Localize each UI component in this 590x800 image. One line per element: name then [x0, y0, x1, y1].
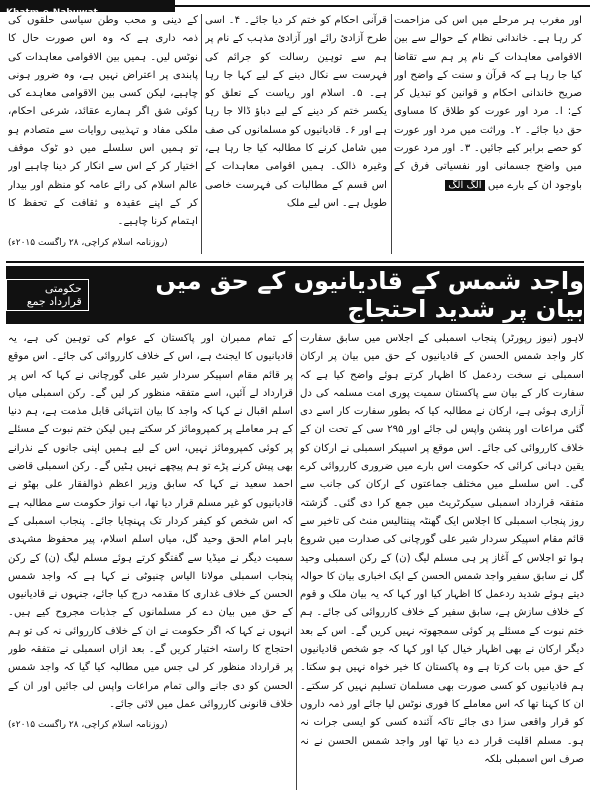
- article-column-3: [8, 12, 198, 257]
- masthead-label: Khatm-e-Nabuwat: [6, 8, 98, 18]
- column-1-text: اور مغرب ہر مرحلے میں اس کی مزاحمت کر رہا ہے۔ خاندانی نظام کے حوالے سے بین الاقوامی معاہدات کے نام پر ہم سے تقاضا کیا جا رہا ہے کہ قرآن و سنت کے واضح اور صریح خاندانی احکام و قوانین کو تبدیل کر کے: ا۔ مرد اور عورت کو طلاق کا مساوی حق دیا جائے۔ ۲۔ وراثت میں مرد اور عورت کو حصے برابر کیے جائیں۔ ۳۔ اور مرد عورت میں واضح جسمانی اور نفسیاتی فرق کے باوجود ان کے بارے میں: [394, 15, 582, 191]
- headline-tag: حکومتی قرارداد جمع: [6, 279, 89, 311]
- news-headline: [6, 266, 584, 324]
- column-3-text: کے دینی و محب وطن سیاسی حلقوں کی ذمہ داری ہے کہ وہ اس صورت حال کا نوٹس لیں۔ ہمیں بین الاقوامی معاہدات کی پابندی پر اعتراض نہیں ہے، وہ ضرور ہونی چاہیے، لیکن کسی بین الاقوامی معاہدے کی کوئی شق اگر ہمارے عقائد، شرعی احکام، ملکی مفاد و تہذیبی روایات سے متصادم ہو تو ہمیں اس سلسلے میں دو ٹوک موقف اختیار کر کے اس سے انکار کر دینا چاہیے اور عالم اسلام کی رائے عامہ کو منظم اور بیدار کر کے اپنے عقیدہ و ثقافت کے تحفظ کا اہتمام کرنا چاہیے۔: [8, 15, 198, 228]
- highlighted-phrase: الگ الگ: [445, 180, 484, 191]
- masthead-bar: [0, 0, 175, 18]
- headline-rule: [6, 261, 584, 263]
- source-credit: (روزنامہ اسلام کراچی، ۲۸ راگست ۲۰۱۵ء): [8, 720, 168, 731]
- article-column-2: [205, 12, 387, 257]
- column-divider: [201, 14, 202, 254]
- news-text-left: کے تمام ممبران اور پاکستان کے عوام کی توہین کی ہے، یہ قادیانیوں کا ایجنٹ ہے، اس کے خلاف کارروائی کی جائے۔ اس موقع پر قائم مقام اسپیکر سردار شیر علی گورچانی نے کہا کہ اس پر قرارداد لے آئیں، اسے متفقہ منظور کر لیں گے۔ رکن اسمبلی میاں اسلم اقبال نے کہا کہ واجد کا بیان انتہائی قابل مذمت ہے، ہم دنیا کے ہر معاملے پر کمپرومائز کر سکتے ہیں لیکن ختم نبوت کے مسئلے پر کوئی کمپرومائز نہیں، اس کے لیے ہمیں اپنی جانوں کے نذرانے بھی پیش کرنے پڑے تو ہم پیچھے نہیں ہٹیں گے۔ رکن اسمبلی قاضی احمد سعید نے کہا کہ سابق وزیر اعظم ذوالفقار علی بھٹو نے قادیانیوں کو غیر مسلم قرار دیا تھا، اب نواز حکومت سے مطالبہ ہے کہ اس شخص کو کیفر کردار تک پہنچایا جائے۔ پنجاب اسمبلی کے باہر امام الحق وحید گل، میاں اسلم اسلام، پیر محفوظ مشہدی سمیت دیگر نے میڈیا سے گفتگو کرتے ہوئے مسلم لیگ (ن) کے رکن پنجاب اسمبلی مولانا الیاس چنیوٹی نے کہا ہے کہ واجد شمس الحسن کے خلاف غداری کا مقدمہ درج کیا جائے، جنہوں نے قادیانیوں کے حق میں بیان دے کر مسلمانوں کے جذبات مجروح کیے ہیں۔ انہوں نے کہا کہ اگر حکومت نے ان کے خلاف کارروائی نہ کی تو ہم احتجاج کا راستہ اختیار کریں گے۔ بعد ازاں اسمبلی نے متفقہ طور پر قرارداد منظور کر لی جس میں مطالبہ کیا گیا کہ واجد شمس الحسن کو دی جانے والی تمام مراعات واپس لی جائیں اور ان کے خلاف قانونی کارروائی عمل میں لائی جائے۔: [8, 333, 293, 710]
- headline-title: واجد شمس کے قادیانیوں کے حق میں بیان پر شدید احتجاج: [155, 267, 584, 323]
- top-rule: [175, 5, 590, 7]
- news-column-right: [300, 330, 584, 788]
- column-divider: [296, 330, 297, 790]
- news-text-right: لاہور (نیوز رپورٹر) پنجاب اسمبلی کے اجلاس میں سابق سفارت کار واجد شمس الحسن کے قادیانیوں کے حق میں بیان پر ارکان اسمبلی نے سخت ردعمل کا اظہار کرتے ہوئے واضح کیا ہے کہ سفارت کار کے بیان سے پاکستان سمیت پوری امت مسلمہ کی دل آزاری ہوئی ہے، ارکان نے مطالبہ کیا کہ بطور سفارت کار اسے دی گئی مراعات اور پنشن واپس لی جائے اور ۲۹۵ سی کے تحت ان کے خلاف کارروائی کی جائے۔ اس موقع پر اسپیکر اسمبلی نے ارکان کو یقین دہانی کرائی کہ حکومت اس بارے میں ضروری کارروائی کرے گی۔ اس سلسلے میں مختلف جماعتوں کے ارکان کی جانب سے متفقہ قرارداد اسمبلی سیکرٹریٹ میں جمع کرا دی گئی۔ گزشتہ روز پنجاب اسمبلی کا اجلاس ایک گھنٹہ پینتالیس منٹ کی تاخیر سے قائم مقام اسپیکر سردار شیر علی گورچانی کی صدارت میں شروع ہوا تو اجلاس کے آغاز پر ہی مسلم لیگ (ن) کے رکن اسمبلی وحید گل نے سابق سفیر واجد شمس الحسن کے ایک اخباری بیان کا حوالہ دیتے ہوئے شدید ردعمل کا اظہار کیا اور کہا کہ یہ بیان ملک و قوم کے خلاف سازش ہے، سابق سفیر کے خلاف کارروائی کی جائے۔ ہم ختم نبوت کے مسئلے پر کوئی سمجھوتہ نہیں کریں گے۔ اس کے بعد دیگر ارکان نے بھی اظہار خیال کیا اور کہا کہ جو شخص قادیانیوں کے حق میں بات کرتا ہے وہ پاکستان کا خیر خواہ نہیں ہو سکتا۔ ہم قادیانیوں کو کسی صورت بھی مسلمان تسلیم نہیں کر سکتے۔ ان کا کہنا تھا کہ اس معاملے کا فوری نوٹس لیا جائے اور ذمہ داروں کو قرار واقعی سزا دی جائے تاکہ آئندہ کسی کو ایسی جرات نہ ہو۔ مسلم اقلیت قرار دے دیا تھا اور واجد شمس الحسن نے نہ صرف اس اسمبلی بلکہ: [300, 333, 584, 765]
- column-divider: [391, 14, 392, 254]
- source-credit: (روزنامہ اسلام کراچی، ۲۸ راگست ۲۰۱۵ء): [8, 237, 168, 248]
- column-2-text: قرآنی احکام کو ختم کر دیا جائے۔ ۴۔ اسی طرح آزادیٔ رائے اور آزادیٔ مذہب کے نام پر ہم سے توہین رسالت کو جرائم کی فہرست سے نکال دینے کے لیے کہا جا رہا ہے۔ ۵۔ اسلام اور ریاست کے تعلق کو یکسر ختم کر دینے کے لیے دباؤ ڈالا جا رہا ہے اور ۶۔ قادیانیوں کو مسلمانوں کی صف میں شامل کرنے کا مطالبہ کیا جا رہا ہے، وغیرہ ذالک۔ ہمیں اقوامی معاہدات کے اس قسم کے مطالبات کی فہرست خاصی طویل ہے۔ اس لیے ملک: [205, 15, 387, 209]
- article-column-1: [394, 12, 582, 257]
- news-column-left: [8, 330, 293, 788]
